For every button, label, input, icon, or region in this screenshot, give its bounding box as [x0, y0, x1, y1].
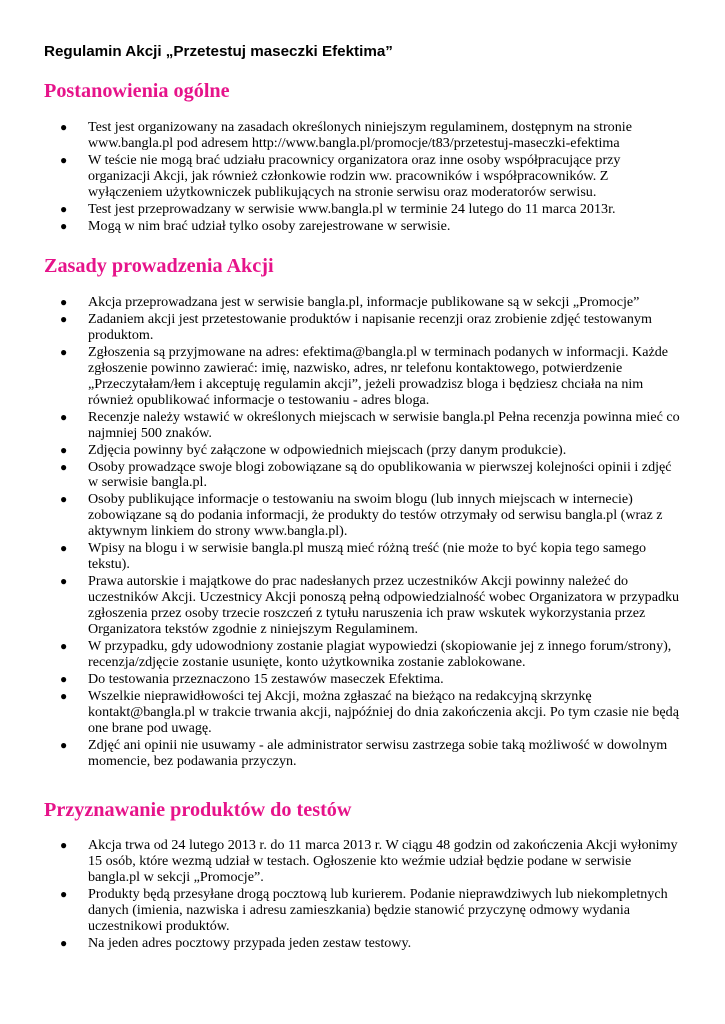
section-heading-zasady: Zasady prowadzenia Akcji [44, 255, 274, 277]
bullet-icon: ● [60, 541, 68, 556]
list-item: ● Na jeden adres pocztowy przypada jeden zestaw testowy. [60, 934, 412, 951]
list-item: ● Akcja przeprowadzana jest w serwisie bangla.pl, informacje publikowane są w sekcji „Promocje” [60, 294, 640, 310]
bullet-icon: ● [60, 218, 68, 233]
bullet-icon: ● [60, 201, 68, 216]
bullet-icon: ● [60, 409, 68, 424]
bullet-icon: ● [60, 312, 68, 326]
bullet-icon: ● [60, 459, 68, 474]
list-item: ● Produkty będą przesyłane drogą pocztową lub kurierem. Podanie nieprawdziwych lub niekompletnych danych (imienia, nazwiska i adresu zamieszkania) będzie stanowić przyczynę odmowy wydania uczestnikowi produktów. [60, 885, 668, 934]
list-item: ● Zdjęcia powinny być załączone w odpowiednich miejscach (przy danym produkcie). [60, 441, 567, 458]
section-heading-przyznawanie: Przyznawanie produktów do testów [44, 799, 352, 821]
list-item: ● Do testowania przeznaczono 15 zestawów maseczek Efektima. [60, 670, 444, 687]
section-heading-postanowienia: Postanowienia ogólne [44, 80, 230, 102]
list-item: ● W teście nie mogą brać udziału pracownicy organizatora oraz inne osoby współpracujące przy organizacji Akcji, jak również członkowie rodzin ww. pracowników i współpracowników. Z wyłączeniem użytkowniczek publikujących na stronie serwisu oraz moderatorów serwisu. [60, 151, 621, 200]
bullet-icon: ● [60, 688, 68, 703]
list-item: ● Wpisy na blogu i w serwisie bangla.pl muszą mieć różną treść (nie może to być kopia tego samego tekstu). [60, 540, 647, 573]
list-item: ● Recenzje należy wstawić w określonych miejscach w serwisie bangla.pl Pełna recenzja powinna mieć co najmniej 500 znaków. [60, 408, 680, 441]
bullet-icon: ● [60, 574, 68, 589]
bullet-icon: ● [60, 442, 68, 457]
bullet-icon: ● [60, 120, 68, 134]
list-item: ● Zdjęć ani opinii nie usuwamy - ale administrator serwisu zastrzega sobie taką możliwość w dowolnym momencie, bez podawania przyczyn. [60, 736, 668, 769]
bullet-icon: ● [60, 344, 68, 359]
list-item: ● Akcja trwa od 24 lutego 2013 r. do 11 marca 2013 r. W ciągu 48 godzin od zakończenia Akcji wyłonimy 15 osób, które wezmą udział w testach. Ogłoszenie kto weźmie udział będzie podane w serwisie bangla.pl w sekcji „Promocje”. [60, 837, 678, 885]
list-item: ● Test jest organizowany na zasadach określonych niniejszym regulaminem, dostępnym na stronie www.bangla.pl pod adresem http://www.bangla.pl/promocje/t83/przetestuj-maseczki-efektima [60, 119, 632, 151]
list-item: ● Zadaniem akcji jest przetestowanie produktów i napisanie recenzji oraz zrobienie zdjęć testowanym produktom. [60, 311, 652, 343]
list-item: ● Osoby publikujące informacje o testowaniu na swoim blogu (lub innych miejscach w internecie) zobowiązane są do podania informacji, że produkty do testów otrzymały od serwisu bangla.pl (wraz z aktywnym linkiem do strony www.bangla.pl). [60, 491, 663, 540]
list-item: ● Osoby prowadzące swoje blogi zobowiązane są do opublikowania w pierwszej kolejności opinii i zdjęć w serwisie bangla.pl. [60, 458, 672, 491]
bullet-icon: ● [60, 671, 68, 686]
list-item: ● Wszelkie nieprawidłowości tej Akcji, można zgłaszać na bieżąco na redakcyjną skrzynkę kontakt@bangla.pl w trakcie trwania akcji, najpóźniej do dnia zakończenia akcji. Po tym czasie nie będą one brane pod uwagę. [60, 687, 679, 736]
section-list-postanowienia [44, 120, 684, 236]
bullet-icon: ● [60, 638, 68, 653]
bullet-icon: ● [60, 935, 68, 950]
bullet-icon: ● [60, 737, 68, 752]
list-item: ● W przypadku, gdy udowodniony zostanie plagiat wypowiedzi (skopiowanie jej z innego forum/strony), recenzja/zdjęcie zostanie usunięte, konto użytkownika zostanie zablokowane. [60, 637, 672, 670]
bullet-icon: ● [60, 152, 68, 167]
section-list-zasady [44, 295, 684, 771]
bullet-icon: ● [60, 886, 68, 901]
list-item: ● Test jest przeprowadzany w serwisie www.bangla.pl w terminie 24 lutego do 11 marca 2013r. [60, 200, 616, 217]
bullet-icon: ● [60, 492, 68, 507]
list-item: ● Prawa autorskie i majątkowe do prac nadesłanych przez uczestników Akcji powinny należeć do uczestników Akcji. Uczestnicy Akcji ponoszą pełną odpowiedzialność wobec Organizatora w przypadku zgłoszenia przez osoby trzecie roszczeń z tytułu naruszenia ich praw wskutek wykorzystania przez Organizatora tekstów zgodnie z niniejszym Regulaminem. [60, 573, 680, 637]
bullet-icon: ● [60, 295, 68, 309]
document-title: Regulamin Akcji „Przetestuj maseczki Efektima” [44, 43, 393, 60]
bullet-icon: ● [60, 838, 68, 852]
list-item: ● Mogą w nim brać udział tylko osoby zarejestrowane w serwisie. [60, 217, 451, 234]
list-item: ● Zgłoszenia są przyjmowane na adres: efektima@bangla.pl w terminach podanych w informacji. Każde zgłoszenie powinno zawierać: imię, nazwisko, adres, nr telefonu kontaktowego, potwierdzenie „Przeczytałam/łem i akceptuję regulamin akcji”, jeżeli prowadzisz bloga i będziesz chciała na nim również opublikować informacje o testowaniu - adres bloga. [60, 343, 669, 408]
section-list-przyznawanie [44, 838, 684, 953]
